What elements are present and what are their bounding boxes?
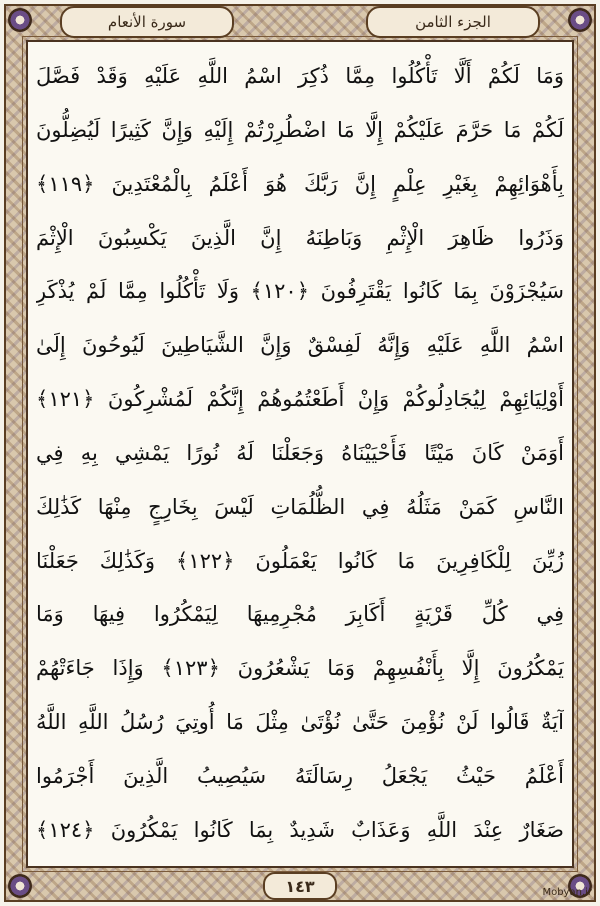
- text-line-5: سَيُجْزَوْنَ بِمَا كَانُوا يَقْتَرِفُونَ ﴿١٢٠﴾ وَلَا تَأْكُلُوا مِمَّا لَمْ يُذْكَرِ: [36, 279, 564, 304]
- verse-text-block: [36, 52, 564, 854]
- text-line-11: فِي كُلِّ قَرْيَةٍ أَكَابِرَ مُجْرِمِيهَا لِيَمْكُرُوا فِيهَا وَمَا: [36, 602, 564, 627]
- corner-ornament-icon: [568, 8, 592, 32]
- text-line-2: لَكُمْ مَا حَرَّمَ عَلَيْكُمْ إِلَّا مَا اضْطُرِرْتُمْ إِلَيْهِ وَإِنَّ كَثِيرًا لَيُضِلُّونَ: [36, 117, 564, 142]
- text-line-10: زُيِّنَ لِلْكَافِرِينَ مَا كَانُوا يَعْمَلُونَ ﴿١٢٢﴾ وَكَذَٰلِكَ جَعَلْنَا: [36, 548, 564, 573]
- text-line-9: النَّاسِ كَمَنْ مَثَلُهُ فِي الظُّلُمَاتِ لَيْسَ بِخَارِجٍ مِنْهَا كَذَٰلِكَ: [36, 494, 564, 519]
- watermark-text: Mobyan.ir: [542, 887, 592, 898]
- text-line-3: بِأَهْوَائِهِمْ بِغَيْرِ عِلْمٍ إِنَّ رَبَّكَ هُوَ أَعْلَمُ بِالْمُعْتَدِينَ ﴿١١٩﴾: [36, 171, 564, 196]
- corner-ornament-icon: [8, 874, 32, 898]
- text-line-1: وَمَا لَكُمْ أَلَّا تَأْكُلُوا مِمَّا ذُكِرَ اسْمُ اللَّهِ عَلَيْهِ وَقَدْ فَصَّلَ: [36, 64, 564, 88]
- text-line-15: صَغَارٌ عِنْدَ اللَّهِ وَعَذَابٌ شَدِيدٌ بِمَا كَانُوا يَمْكُرُونَ ﴿١٢٤﴾: [36, 817, 564, 842]
- text-line-12: يَمْكُرُونَ إِلَّا بِأَنْفُسِهِمْ وَمَا يَشْعُرُونَ ﴿١٢٣﴾ وَإِذَا جَاءَتْهُمْ: [36, 656, 564, 681]
- surah-header: سورة الأنعام: [60, 6, 234, 38]
- text-line-7: أَوْلِيَائِهِمْ لِيُجَادِلُوكُمْ وَإِنْ أَطَعْتُمُوهُمْ إِنَّكُمْ لَمُشْرِكُونَ ﴿١٢١﴾: [36, 387, 564, 412]
- text-line-14: أَعْلَمُ حَيْثُ يَجْعَلُ رِسَالَتَهُ سَيُصِيبُ الَّذِينَ أَجْرَمُوا: [36, 763, 564, 788]
- text-line-6: اسْمُ اللَّهِ عَلَيْهِ وَإِنَّهُ لَفِسْقٌ وَإِنَّ الشَّيَاطِينَ لَيُوحُونَ إِلَىٰ: [36, 333, 564, 358]
- corner-ornament-icon: [8, 8, 32, 32]
- text-line-4: وَذَرُوا ظَاهِرَ الْإِثْمِ وَبَاطِنَهُ إِنَّ الَّذِينَ يَكْسِبُونَ الْإِثْمَ: [36, 225, 564, 250]
- juz-header: الجزء الثامن: [366, 6, 540, 38]
- text-line-8: أَوَمَنْ كَانَ مَيْتًا فَأَحْيَيْنَاهُ وَجَعَلْنَا لَهُ نُورًا يَمْشِي بِهِ فِي: [36, 440, 564, 465]
- page-number: ١٤٣: [263, 872, 337, 900]
- text-line-13: آيَةٌ قَالُوا لَنْ نُؤْمِنَ حَتَّىٰ نُؤْتَىٰ مِثْلَ مَا أُوتِيَ رُسُلُ اللَّهِ اللَّهُ: [36, 710, 564, 735]
